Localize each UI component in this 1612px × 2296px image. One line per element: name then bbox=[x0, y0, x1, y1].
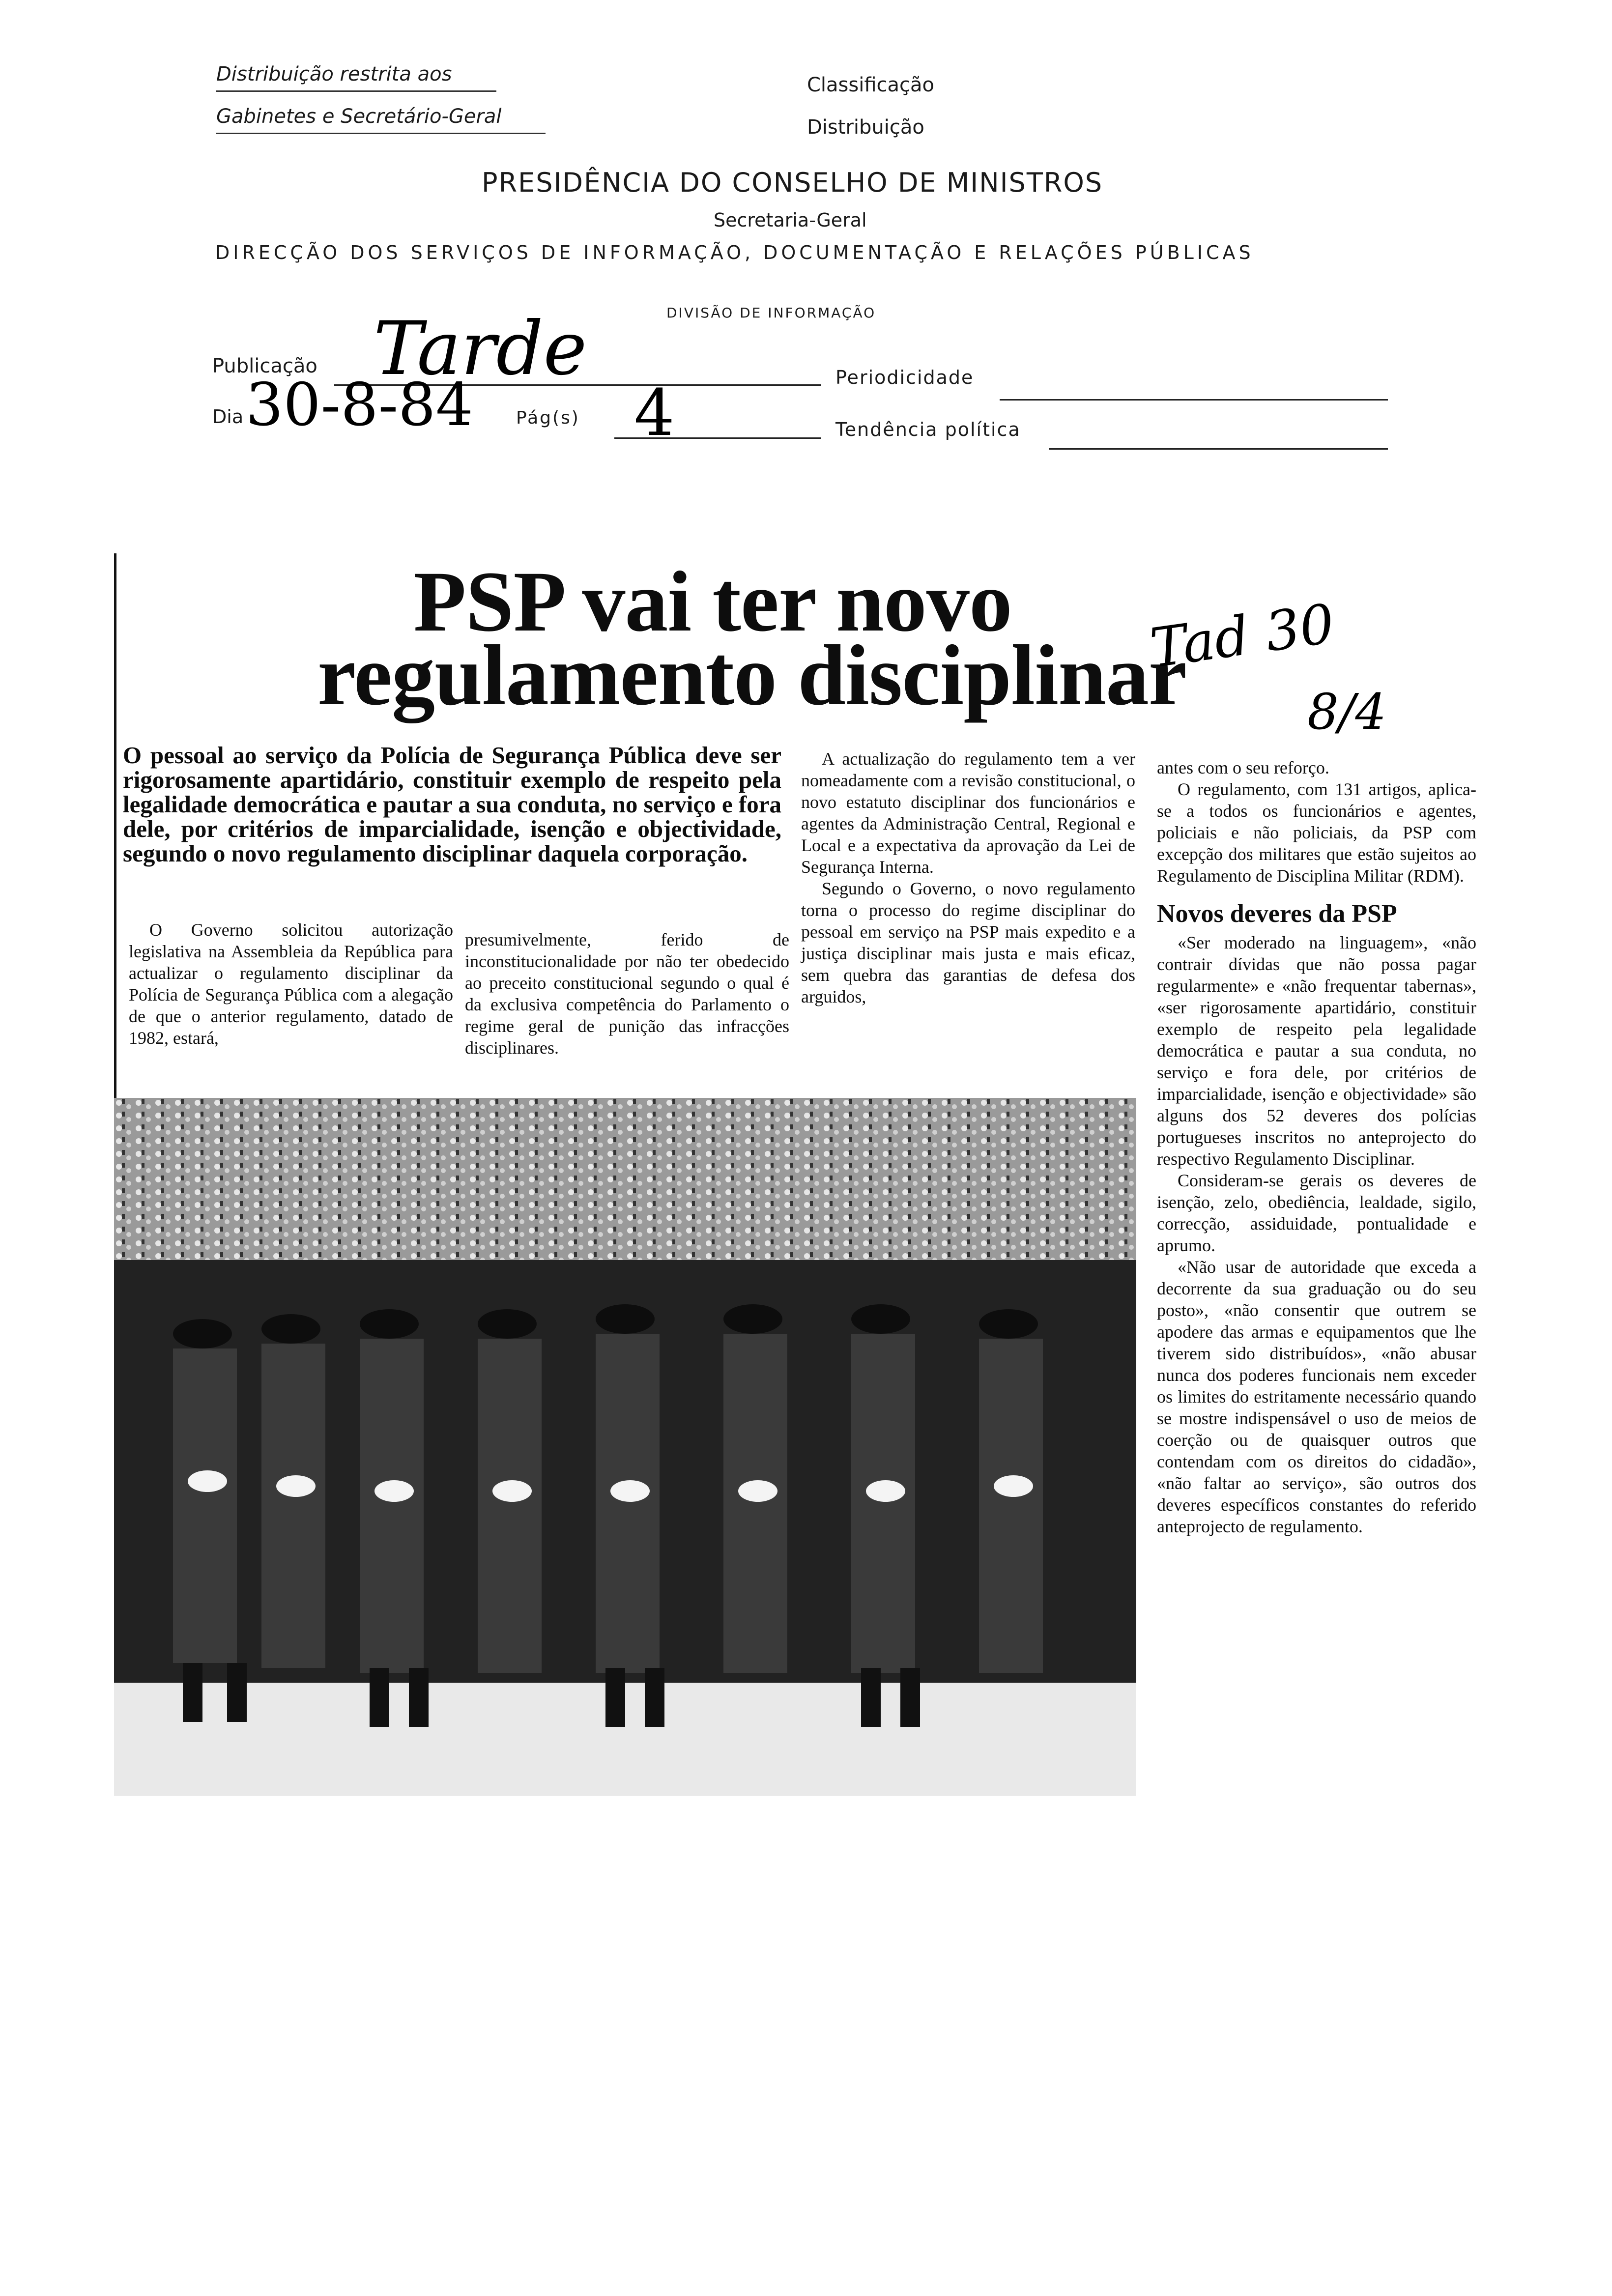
parade-photo bbox=[114, 1098, 1136, 1796]
handwritten-annotation: Tad 30 bbox=[1146, 592, 1338, 680]
distribution-restricted-line1: Distribuição restrita aos bbox=[216, 63, 452, 86]
day-label: Dia bbox=[212, 406, 244, 428]
paragraph: «Não usar de autoridade que exceda a decorrente da sua graduação ou do seu posto», «não consentir que outrem se apodere das armas e equipamentos que lhe tiverem sido distribuídos», «não abusar nunca dos poderes funcionais nem exceder os limites do estritamente necessário quando se mostre indispensável o uso de meios de coerção ou de quaisquer outros que contendam com os direitos do cidadão», «não faltar ao serviço», são outros dos deveres específicos constantes do referido anteprojecto de regulamento. bbox=[1157, 1257, 1476, 1536]
periodicity-line bbox=[1000, 399, 1388, 401]
division-label: DIVISÃO DE INFORMAÇÃO bbox=[666, 305, 876, 321]
tendency-label: Tendência política bbox=[835, 419, 1021, 440]
day-value: 30-8-84 bbox=[246, 371, 473, 439]
paragraph: A actualização do regulamento tem a ver nomeadamente com a revisão constitucional, o novo estatuto disciplinar dos funcionários e agentes da Administração Central, Regional e Local e a expectativa da aprovação da Lei de Segurança Interna. bbox=[801, 749, 1135, 877]
headline-line2: regulamento disciplinar bbox=[317, 628, 1187, 723]
divider bbox=[216, 90, 496, 92]
directorate-label: DIRECÇÃO DOS SERVIÇOS DE INFORMAÇÃO, DOCUMENTAÇÃO E RELAÇÕES PÚBLICAS bbox=[215, 242, 1254, 263]
police-parade-photo bbox=[114, 1098, 1136, 1796]
article-column-4 bbox=[1157, 757, 1476, 1537]
classification-label: Classificação bbox=[807, 74, 935, 96]
paragraph: «Ser moderado na linguagem», «não contrair dívidas que não possa pagar regularmente» e «não frequentar tabernas», «ser rigorosamente apartidário, constituir exemplo de respeito pela legalidade democrática e pautar a sua conduta, no serviço e fora dele, por critérios de imparcialidade, isenção e objectividade» são alguns dos 52 deveres dos polícias portugueses inscritos no anteprojecto do respectivo Regulamento Disciplinar. bbox=[1157, 933, 1476, 1169]
divider bbox=[216, 133, 546, 134]
distribution-restricted-line2: Gabinetes e Secretário-Geral bbox=[216, 105, 502, 128]
paragraph: Segundo o Governo, o novo regulamento torna o processo do regime disciplinar do pessoal em serviço na PSP mais expedito e a justiça disciplinar mais justa e mais eficaz, sem quebra das garantias de defesa dos arguidos, bbox=[801, 879, 1135, 1006]
pages-value: 4 bbox=[634, 375, 675, 450]
tendency-line bbox=[1049, 448, 1388, 450]
paragraph: presumivelmente, ferido de inconstitucionalidade por não ter obedecido ao preceito constitucional segundo o qual é da exclusiva competência do Parlamento o regime geral de punição das infracções disciplinares. bbox=[465, 930, 789, 1058]
handwritten-annotation-date: 8/4 bbox=[1307, 683, 1386, 741]
publication-label: Publicação bbox=[212, 355, 317, 377]
article-lede: O pessoal ao serviço da Polícia de Segurança Pública deve ser rigorosamente apartidário, constituir exemplo de respeito pela legalidade democrática e pautar a sua conduta, no serviço e fora dele, por critérios de imparcialidade, isenção e objectividade, segundo o novo regulamento disciplinar daquela corporação. bbox=[123, 742, 781, 867]
distribution-label: Distribuição bbox=[807, 116, 924, 139]
secretariat-label: Secretaria-Geral bbox=[714, 209, 867, 231]
paragraph: antes com o seu reforço. bbox=[1157, 758, 1329, 777]
pages-label: Pág(s) bbox=[516, 408, 580, 428]
article-column-1 bbox=[129, 919, 453, 1049]
article-column-3 bbox=[801, 748, 1135, 1007]
institution-title: PRESIDÊNCIA DO CONSELHO DE MINISTROS bbox=[482, 167, 1103, 198]
publication-value: Tarde bbox=[374, 306, 587, 392]
paragraph: O Governo solicitou autorização legislativa na Assembleia da República para actualizar o regulamento disciplinar da Polícia de Segurança Pública com a alegação de que o anterior regulamento, datado de 1982, estará, bbox=[129, 920, 453, 1048]
section-subheading: Novos deveres da PSP bbox=[1157, 900, 1397, 928]
headline-line1: PSP vai ter novo bbox=[413, 554, 1012, 650]
article-column-2 bbox=[465, 929, 789, 1059]
paragraph: Consideram-se gerais os deveres de isenção, zelo, obediência, lealdade, sigilo, correcção, assiduidade, pontualidade e aprumo. bbox=[1157, 1171, 1476, 1255]
periodicity-label: Periodicidade bbox=[835, 367, 974, 388]
paragraph: O regulamento, com 131 artigos, aplica-se a todos os funcionários e agentes, policiais e não policiais, da PSP com excepção dos militares que estão sujeitos ao Regulamento de Disciplina Militar (RDM). bbox=[1157, 779, 1476, 886]
